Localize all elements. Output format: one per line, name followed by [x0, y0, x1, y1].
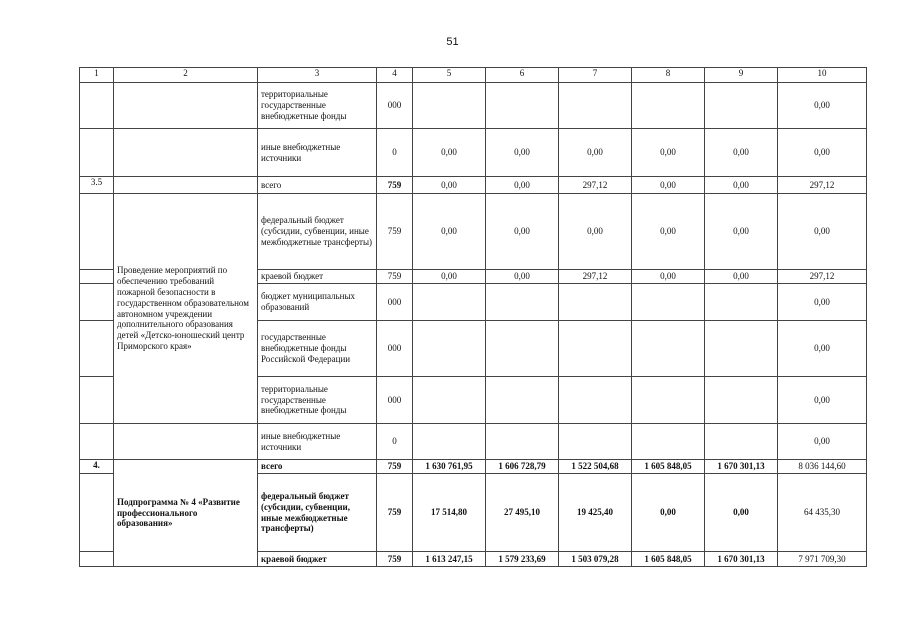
- value-cell: [486, 377, 559, 424]
- value-cell: [705, 284, 778, 321]
- value-cell: 0,00: [778, 194, 867, 270]
- value-cell: 0,00: [778, 377, 867, 424]
- row-number: [80, 321, 114, 377]
- value-cell: 1 579 233,69: [486, 552, 559, 567]
- funding-source: краевой бюджет: [258, 270, 377, 284]
- header-cell-5: 5: [413, 68, 486, 83]
- value-cell: 0,00: [778, 83, 867, 129]
- value-cell: [486, 424, 559, 460]
- value-cell: 8 036 144,60: [778, 460, 867, 474]
- code-cell: 0: [377, 424, 413, 460]
- row-name-empty: [114, 83, 258, 129]
- table-row: [80, 129, 867, 177]
- funding-source: бюджет муниципальных образований: [258, 284, 377, 321]
- row-number: 3.5: [80, 177, 114, 194]
- value-cell: [705, 424, 778, 460]
- code-cell: 0: [377, 129, 413, 177]
- subprogram-4-name: Подпрограмма № 4 «Развитие профессионального образования»: [114, 460, 258, 567]
- row-number: [80, 424, 114, 460]
- funding-source: всего: [258, 177, 377, 194]
- value-cell: [413, 377, 486, 424]
- header-cell-6: 6: [486, 68, 559, 83]
- row-number: [80, 284, 114, 321]
- value-cell: 297,12: [559, 177, 632, 194]
- page-number: 51: [446, 36, 459, 48]
- value-cell: 1 613 247,15: [413, 552, 486, 567]
- value-cell: 0,00: [559, 129, 632, 177]
- value-cell: [705, 321, 778, 377]
- header-cell-4: 4: [377, 68, 413, 83]
- row-number: [80, 129, 114, 177]
- code-cell: 759: [377, 270, 413, 284]
- value-cell: [632, 321, 705, 377]
- value-cell: 0,00: [705, 129, 778, 177]
- value-cell: 0,00: [413, 177, 486, 194]
- value-cell: 27 495,10: [486, 474, 559, 552]
- value-cell: 0,00: [413, 194, 486, 270]
- value-cell: 1 670 301,13: [705, 552, 778, 567]
- value-cell: [413, 284, 486, 321]
- value-cell: 1 503 079,28: [559, 552, 632, 567]
- value-cell: [632, 284, 705, 321]
- table-row: [80, 177, 867, 194]
- row-number: 4.: [80, 460, 114, 474]
- row-name-empty: [114, 424, 258, 460]
- value-cell: 0,00: [705, 177, 778, 194]
- code-cell: 759: [377, 460, 413, 474]
- table-row: [80, 194, 867, 270]
- value-cell: 7 971 709,30: [778, 552, 867, 567]
- value-cell: [705, 377, 778, 424]
- header-cell-3: 3: [258, 68, 377, 83]
- funding-source: всего: [258, 460, 377, 474]
- row-number: [80, 377, 114, 424]
- value-cell: 0,00: [705, 270, 778, 284]
- funding-source: территориальные государственные внебюджетные фонды: [258, 83, 377, 129]
- header-cell-2: 2: [114, 68, 258, 83]
- value-cell: 1 605 848,05: [632, 552, 705, 567]
- value-cell: 1 605 848,05: [632, 460, 705, 474]
- value-cell: 1 630 761,95: [413, 460, 486, 474]
- header-row: [80, 68, 867, 83]
- value-cell: 1 670 301,13: [705, 460, 778, 474]
- value-cell: 0,00: [632, 177, 705, 194]
- value-cell: [559, 321, 632, 377]
- value-cell: 0,00: [559, 194, 632, 270]
- value-cell: 297,12: [778, 177, 867, 194]
- row-name-empty: [114, 177, 258, 194]
- funding-source: краевой бюджет: [258, 552, 377, 567]
- value-cell: 0,00: [486, 194, 559, 270]
- funding-source: иные внебюджетные источники: [258, 424, 377, 460]
- value-cell: [486, 284, 559, 321]
- value-cell: 64 435,30: [778, 474, 867, 552]
- row-number: [80, 83, 114, 129]
- value-cell: [705, 83, 778, 129]
- budget-table: [79, 67, 867, 567]
- funding-source: государственные внебюджетные фонды Российской Федерации: [258, 321, 377, 377]
- header-cell-10: 10: [778, 68, 867, 83]
- funding-source: территориальные государственные внебюджетные фонды: [258, 377, 377, 424]
- value-cell: 1 606 728,79: [486, 460, 559, 474]
- value-cell: [413, 424, 486, 460]
- table-row: [80, 424, 867, 460]
- value-cell: [559, 377, 632, 424]
- row-number: [80, 270, 114, 284]
- funding-source: иные внебюджетные источники: [258, 129, 377, 177]
- value-cell: [413, 321, 486, 377]
- value-cell: [632, 83, 705, 129]
- value-cell: [632, 377, 705, 424]
- value-cell: 1 522 504,68: [559, 460, 632, 474]
- value-cell: 0,00: [486, 270, 559, 284]
- header-cell-9: 9: [705, 68, 778, 83]
- value-cell: 0,00: [632, 474, 705, 552]
- activity-3-5-name: Проведение мероприятий по обеспечению требований пожарной безопасности в государственном образовательном автономном учреждении дополнительного образования детей «Детско-юношеский центр Приморского края»: [114, 194, 258, 424]
- header-cell-8: 8: [632, 68, 705, 83]
- value-cell: [486, 83, 559, 129]
- header-cell-1: 1: [80, 68, 114, 83]
- code-cell: 000: [377, 321, 413, 377]
- code-cell: 759: [377, 177, 413, 194]
- value-cell: 0,00: [778, 129, 867, 177]
- value-cell: 0,00: [632, 129, 705, 177]
- value-cell: 297,12: [778, 270, 867, 284]
- code-cell: 759: [377, 474, 413, 552]
- row-name-empty: [114, 129, 258, 177]
- value-cell: 0,00: [632, 270, 705, 284]
- value-cell: 0,00: [705, 194, 778, 270]
- header-cell-7: 7: [559, 68, 632, 83]
- value-cell: 0,00: [413, 129, 486, 177]
- value-cell: 0,00: [778, 284, 867, 321]
- value-cell: [486, 321, 559, 377]
- value-cell: [413, 83, 486, 129]
- table-row: [80, 83, 867, 129]
- code-cell: 759: [377, 552, 413, 567]
- value-cell: 0,00: [413, 270, 486, 284]
- code-cell: 759: [377, 194, 413, 270]
- row-number: [80, 552, 114, 567]
- code-cell: 000: [377, 284, 413, 321]
- value-cell: 0,00: [632, 194, 705, 270]
- value-cell: 0,00: [778, 321, 867, 377]
- value-cell: 0,00: [486, 129, 559, 177]
- value-cell: [632, 424, 705, 460]
- value-cell: 0,00: [705, 474, 778, 552]
- value-cell: 17 514,80: [413, 474, 486, 552]
- row-number: [80, 474, 114, 552]
- funding-source: федеральный бюджет (субсидии, субвенции, иные межбюджетные трансферты): [258, 474, 377, 552]
- value-cell: 297,12: [559, 270, 632, 284]
- value-cell: [559, 284, 632, 321]
- code-cell: 000: [377, 83, 413, 129]
- value-cell: 0,00: [486, 177, 559, 194]
- table-row: [80, 460, 867, 474]
- code-cell: 000: [377, 377, 413, 424]
- row-number: [80, 194, 114, 270]
- value-cell: [559, 424, 632, 460]
- value-cell: [559, 83, 632, 129]
- funding-source: федеральный бюджет (субсидии, субвенции, иные межбюджетные трансферты): [258, 194, 377, 270]
- value-cell: 0,00: [778, 424, 867, 460]
- value-cell: 19 425,40: [559, 474, 632, 552]
